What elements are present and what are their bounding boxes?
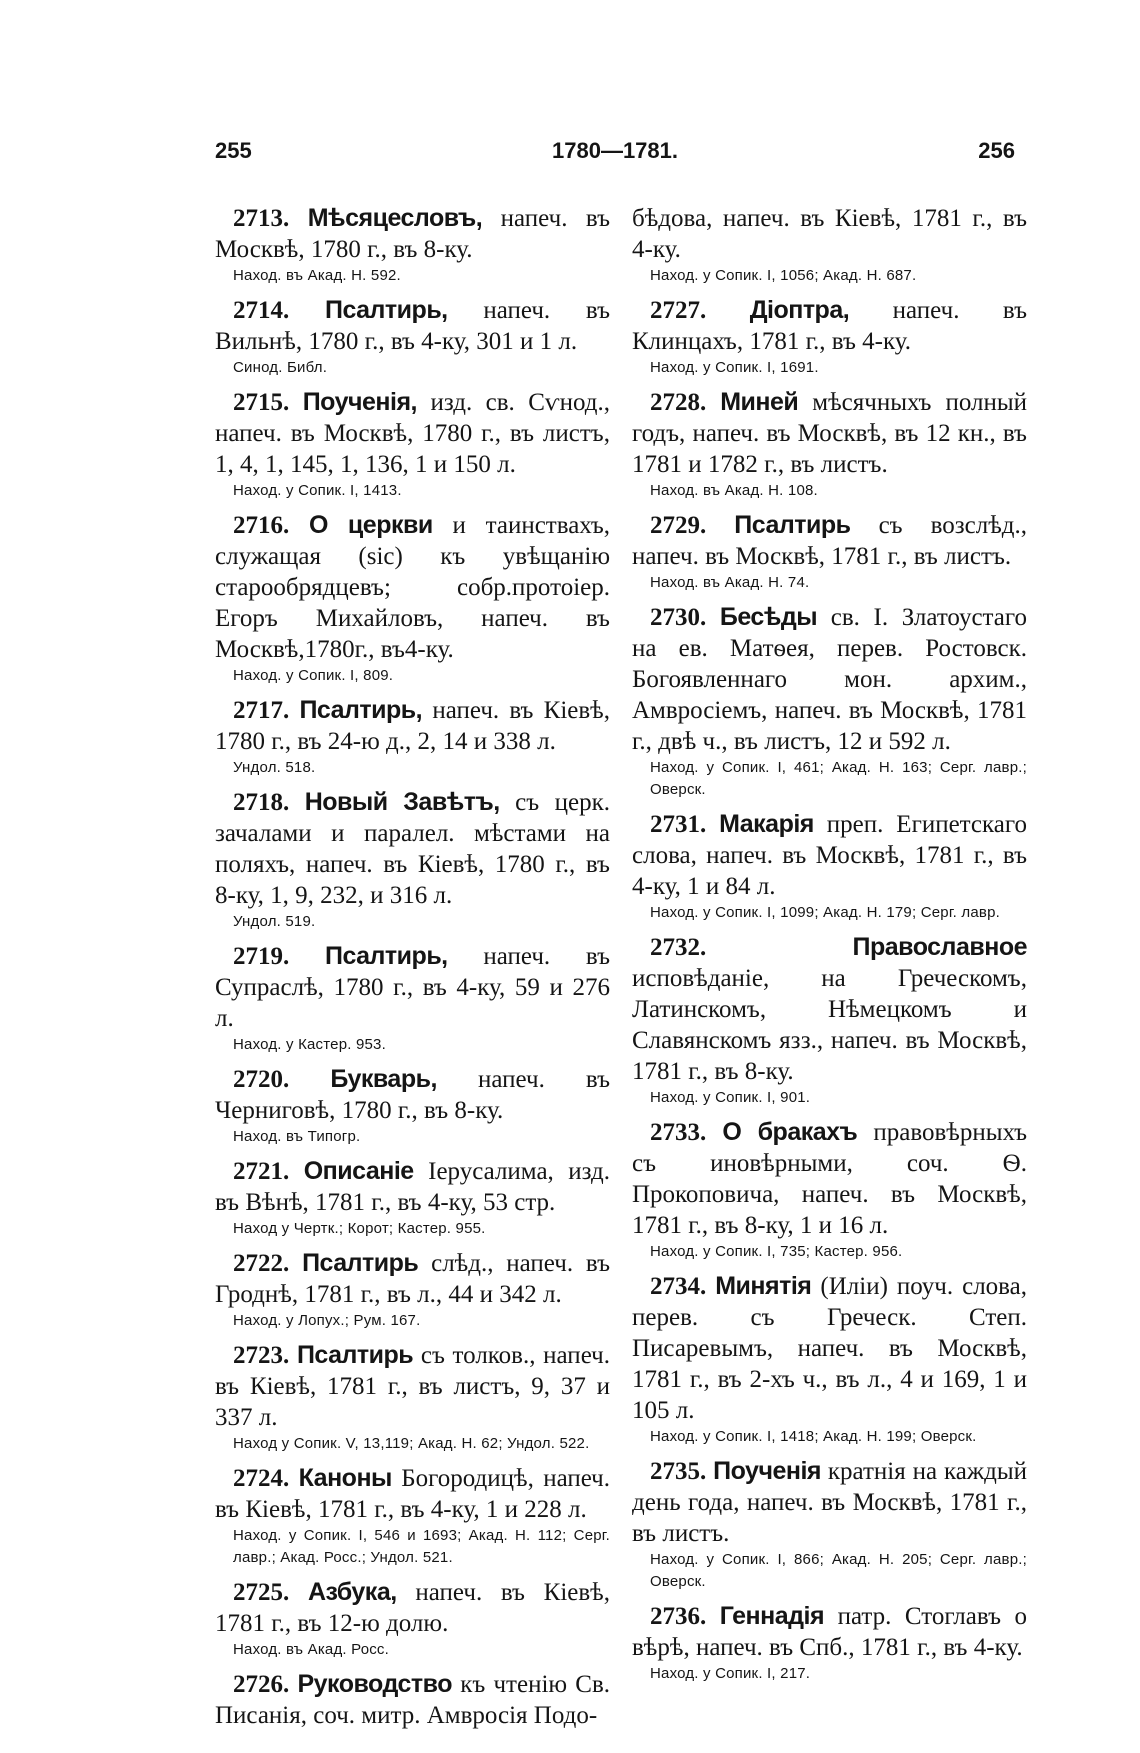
year-range-title: 1780—1781.: [552, 138, 678, 163]
page-number-left: 255: [215, 138, 252, 163]
entry-title: Геннадія: [719, 1602, 825, 1630]
entry-title: Описаніе: [303, 1157, 414, 1185]
entry-title: Минятія: [715, 1272, 812, 1300]
entry-text: исповѣданіе, на Греческомъ, Латинскомъ, Нѣмецкомъ и Славянскомъ язз., напеч. въ Москвѣ, 1781 г., въ 8-ку.: [632, 965, 1027, 1085]
entry-text: св. I. Златоустаго на ев. Матѳея, перев. Ростовск. Богоявленнаго мон. архим., Амвросіемъ, напеч. въ Москвѣ, 1781 г., двѣ ч., въ листъ, 12 и 592 л.: [632, 604, 1028, 755]
entry-title: Новый Завѣтъ,: [304, 788, 500, 816]
page-header: [215, 138, 1015, 174]
entry-title: Православное: [852, 933, 1027, 961]
entry-title: Псалтирь: [734, 511, 851, 539]
entry-number: 2715.: [233, 389, 290, 416]
catalog-entry: [215, 1669, 610, 1731]
catalog-entry: [215, 295, 610, 379]
entry-text: Іерусалима, изд. въ Вѣнѣ, 1781 г., въ 4-ку, 53 стр.: [215, 1158, 611, 1216]
entry-location: Наход. у Сопик. I, 546 и 1693; Акад. Н. 112; Серг. лавр.; Акад. Росс.; Ундол. 521.: [233, 1527, 610, 1566]
entry-location: Наход. у Сопик. I, 1099; Акад. Н. 179; Серг. лавр.: [650, 904, 1000, 921]
entry-text: съ церк. зачалами и паралел. мѣстами на поляхъ, напеч. въ Кіевѣ, 1780 г., въ 8-ку, 1, 9, 232, и 316 л.: [215, 789, 610, 909]
catalog-entry: [632, 809, 1027, 924]
entry-number: 2731.: [650, 811, 707, 838]
catalog-entry: [632, 1456, 1027, 1593]
page-number-right: 256: [978, 138, 1015, 163]
catalog-entry: [215, 787, 610, 933]
entry-text: слѣд., напеч. въ Гроднѣ, 1781 г., въ л., 44 и 342 л.: [215, 1250, 611, 1308]
entry-title: Поученія: [713, 1457, 822, 1485]
entry-number: 2735.: [650, 1458, 707, 1485]
entry-location: Наход. у Лопух.; Рум. 167.: [233, 1312, 421, 1329]
entry-location: Наход у Чертк.; Корот; Кастер. 955.: [233, 1220, 486, 1237]
catalog-entry: [632, 602, 1027, 801]
entry-number: 2730.: [650, 604, 707, 631]
entry-location: Наход. у Сопик. I, 461; Акад. Н. 163; Серг. лавр.; Оверск.: [650, 759, 1027, 798]
catalog-entry: [632, 295, 1027, 379]
entry-title: Псалтирь,: [324, 942, 448, 970]
catalog-entry: [632, 1271, 1027, 1448]
entry-text: напеч. въ Кіевѣ, 1781 г., въ 12-ю долю.: [215, 1579, 611, 1637]
catalog-entry: [215, 1156, 610, 1240]
entry-number: 2716.: [233, 512, 290, 539]
left-column: [215, 203, 610, 1739]
catalog-entry: [632, 387, 1027, 502]
entry-location: Ундол. 518.: [233, 759, 316, 776]
entry-number: 2728.: [650, 389, 707, 416]
catalog-entry: [215, 387, 610, 502]
entry-number: 2726.: [233, 1671, 290, 1698]
catalog-entry: [215, 203, 610, 287]
entry-location: Наход. въ Акад. Росс.: [233, 1641, 390, 1658]
entry-text: къ чтенію Св. Писанія, соч. митр. Амвросія Подо-: [215, 1671, 611, 1729]
entry-number: 2724.: [233, 1465, 290, 1492]
entry-title: Псалтирь: [296, 1341, 414, 1369]
entry-text: преп. Египетскаго слова, напеч. въ Москвѣ, 1781 г., въ 4-ку, 1 и 84 л.: [632, 811, 1027, 900]
entry-title: Азбука,: [307, 1578, 397, 1606]
entry-location: Наход. у Сопик. I, 901.: [650, 1089, 811, 1106]
entry-number: 2717.: [233, 697, 290, 724]
entry-text: кратнія на каждый день года, напеч. въ Москвѣ, 1781 г., въ листъ.: [632, 1458, 1028, 1547]
entry-number: 2719.: [233, 943, 290, 970]
entry-location: Ундол. 519.: [233, 913, 316, 930]
entry-location: Наход. у Сопик. I, 809.: [233, 667, 394, 684]
entry-title: Мѣсяцесловъ,: [307, 204, 483, 232]
entry-title: Букварь,: [330, 1065, 437, 1093]
catalog-entry: [215, 1577, 610, 1661]
entry-title: Миней: [720, 388, 799, 416]
entry-text: напеч. въ Черниговѣ, 1780 г., въ 8-ку.: [215, 1066, 611, 1124]
entry-text: напеч. въ Клинцахъ, 1781 г., въ 4-ку.: [632, 297, 1027, 355]
entry-location: Наход. у Кастер. 953.: [233, 1036, 386, 1053]
entry-text: напеч. въ Супраслѣ, 1780 г., въ 4-ку, 59 и 276 л.: [215, 943, 611, 1032]
entry-text: изд. св. Сѵнод., напеч. въ Москвѣ, 1780 г., въ листъ, 1, 4, 1, 145, 1, 136, 1 и 150 л.: [215, 389, 611, 478]
entry-number: 2718.: [233, 789, 290, 816]
entry-title: Бесѣды: [719, 603, 818, 631]
entry-title: Поученія,: [302, 388, 417, 416]
entry-location: Синод. Библ.: [233, 359, 328, 376]
entry-title: Руководство: [297, 1670, 452, 1698]
entry-text: правовѣрныхъ съ иновѣрными, соч. Ѳ. Прокоповича, напеч. въ Москвѣ, 1781 г., въ 8-ку, 1 и 16 л.: [632, 1119, 1028, 1239]
entry-location: Наход. у Сопик. I, 1691.: [650, 359, 819, 376]
entry-text: напеч. въ Кіевѣ, 1780 г., въ 24-ю д., 2, 14 и 338 л.: [215, 697, 611, 755]
catalog-entry: [215, 1340, 610, 1455]
entry-number: 2733.: [650, 1119, 707, 1146]
entry-text: съ толков., напеч. въ Кіевѣ, 1781 г., въ листъ, 9, 37 и 337 л.: [215, 1342, 610, 1431]
entry-location: Наход. у Сопик. I, 217.: [650, 1665, 811, 1682]
entry-title: Псалтирь,: [299, 696, 423, 724]
entry-location: Наход. въ Типогр.: [233, 1128, 361, 1145]
entry-text: мѣсячныхъ полный годъ, напеч. въ Москвѣ, въ 12 кн., въ 1781 и 1782 г., въ листъ.: [632, 389, 1028, 478]
entry-title: Діоптра,: [749, 296, 850, 324]
catalog-entry: [632, 1117, 1027, 1263]
entry-text: и таинствахъ, служащая (sic) къ увѣщанію старообрядцевъ; собр.протоіер. Егоръ Михайловъ, напеч. въ Москвѣ,1780г., въ4-ку.: [215, 512, 611, 663]
entry-number: 2723.: [233, 1342, 290, 1369]
entry-title: О бракахъ: [722, 1118, 858, 1146]
catalog-entry: [632, 510, 1027, 594]
entry-text: напеч. въ Москвѣ, 1780 г., въ 8-ку.: [215, 205, 611, 263]
catalog-entry: [215, 1248, 610, 1332]
entry-location: Наход у Сопик. V, 13,119; Акад. Н. 62; Ундол. 522.: [233, 1435, 590, 1452]
entry-title: О церкви: [309, 511, 433, 539]
entry-number: 2720.: [233, 1066, 290, 1093]
entry-text: бѣдова, напеч. въ Кіевѣ, 1781 г., въ 4-ку.: [632, 205, 1027, 263]
entry-number: 2734.: [650, 1273, 707, 1300]
entry-text: съ возслѣд., напеч. въ Москвѣ, 1781 г., въ листъ.: [632, 512, 1028, 570]
catalog-entry: [632, 1601, 1027, 1685]
entry-number: 2727.: [650, 297, 707, 324]
catalog-entry: [215, 510, 610, 687]
entry-text: напеч. въ Вильнѣ, 1780 г., въ 4-ку, 301 и 1 л.: [215, 297, 611, 355]
entry-location: Наход. у Сопик. I, 1418; Акад. Н. 199; Оверск.: [650, 1428, 977, 1445]
entry-number: 2722.: [233, 1250, 290, 1277]
right-column: [632, 203, 1027, 1693]
entry-text: (Иліи) поуч. слова, перев. съ Греческ. Степ. Писаревымъ, напеч. въ Москвѣ, 1781 г., въ 2-хъ ч., въ л., 4 и 169, 1 и 105 л.: [632, 1273, 1027, 1424]
entry-number: 2725.: [233, 1579, 290, 1606]
entry-title: Макарія: [719, 810, 814, 838]
entry-location: Наход. у Сопик. I, 1056; Акад. Н. 687.: [650, 267, 917, 284]
entry-text: Богородицѣ, напеч. въ Кіевѣ, 1781 г., въ 4-ку, 1 и 228 л.: [215, 1465, 611, 1523]
catalog-entry: [632, 203, 1027, 287]
catalog-entry: [215, 941, 610, 1056]
entry-number: 2736.: [650, 1603, 707, 1630]
catalog-entry: [215, 695, 610, 779]
entry-location: Наход. въ Акад. Н. 108.: [650, 482, 818, 499]
entry-location: Наход. у Сопик. I, 1413.: [233, 482, 402, 499]
catalog-entry: [215, 1463, 610, 1569]
entry-title: Каноны: [298, 1464, 392, 1492]
entry-location: Наход. въ Акад. Н. 74.: [650, 574, 810, 591]
catalog-entry: [215, 1064, 610, 1148]
entry-location: Наход. у Сопик. I, 866; Акад. Н. 205; Серг. лавр.; Оверск.: [650, 1551, 1027, 1590]
entry-number: 2732.: [650, 934, 707, 961]
entry-title: Псалтирь: [302, 1249, 419, 1277]
entry-number: 2713.: [233, 205, 290, 232]
catalog-entry: [632, 932, 1027, 1109]
entry-number: 2714.: [233, 297, 290, 324]
entry-text: патр. Стоглавъ о вѣрѣ, напеч. въ Спб., 1781 г., въ 4-ку.: [632, 1603, 1027, 1661]
entry-number: 2721.: [233, 1158, 290, 1185]
entry-number: 2729.: [650, 512, 707, 539]
entry-location: Наход. у Сопик. I, 735; Кастер. 956.: [650, 1243, 903, 1260]
entry-title: Псалтирь,: [324, 296, 448, 324]
entry-location: Наход. въ Акад. Н. 592.: [233, 267, 401, 284]
